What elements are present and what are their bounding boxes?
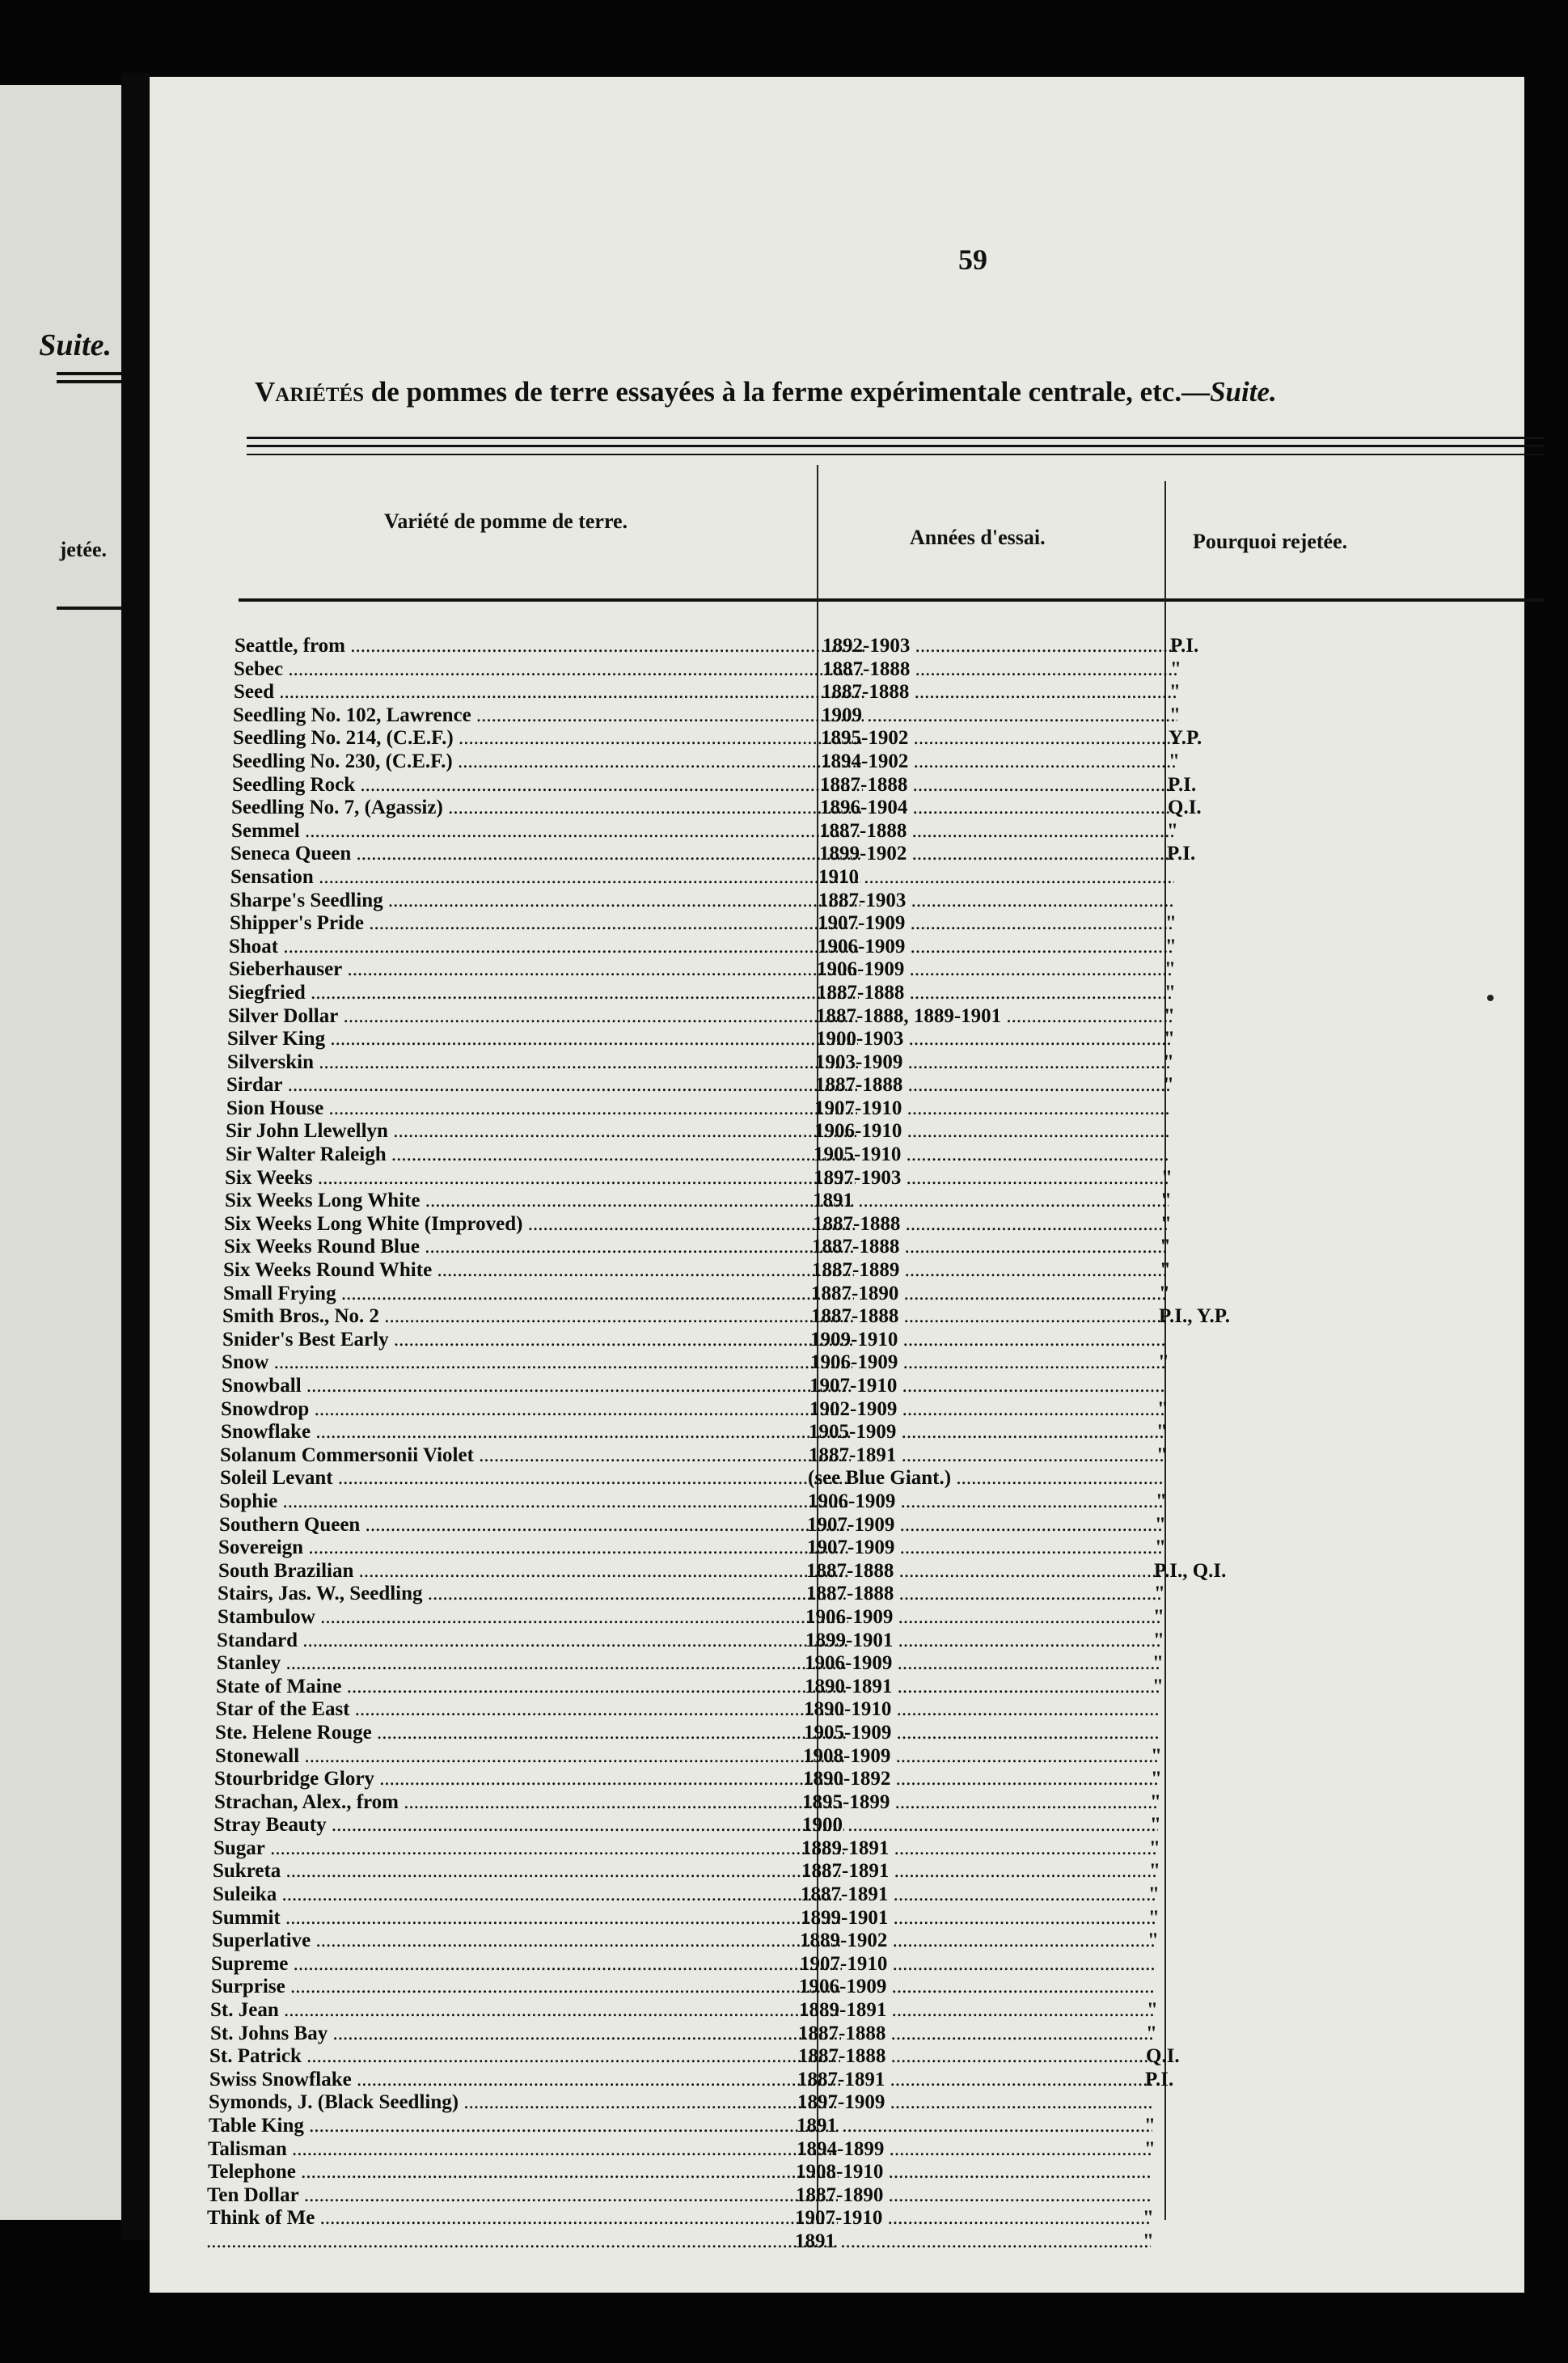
table-row: [150, 1236, 1524, 1259]
header-rule: [239, 598, 1545, 602]
rejection-reason: ": [1158, 1351, 1169, 1374]
variety-name: Stonewall .....: [215, 1745, 846, 1769]
table-row: [150, 1630, 1524, 1653]
rejection-reason: ": [1169, 681, 1181, 704]
variety-name: Standard .....: [217, 1630, 847, 1653]
trial-years: 1887-1891 .....: [797, 2069, 1153, 2092]
trial-years: 1900-1903 .....: [816, 1028, 1172, 1051]
rejection-reason: ": [1164, 1028, 1175, 1050]
variety-name: Summit .....: [212, 1907, 843, 1930]
variety-name: Sir Walter Raleigh .....: [226, 1143, 856, 1167]
variety-name: Shoat .....: [229, 936, 860, 959]
trial-years: 1887-1888 .....: [806, 1583, 1162, 1606]
variety-name: St. Patrick .....: [209, 2045, 840, 2069]
table-row: [150, 1606, 1524, 1630]
variety-name: Sion House .....: [226, 1097, 857, 1121]
trial-years: 1907-1909 .....: [807, 1514, 1163, 1537]
trial-years: 1906-1909 .....: [805, 1652, 1160, 1676]
trial-years: 1887-1890 .....: [811, 1283, 1167, 1306]
table-row: [150, 1421, 1524, 1444]
table-row: [150, 2045, 1524, 2069]
variety-name: [206, 2230, 837, 2254]
rejection-reason: ": [1149, 1837, 1160, 1859]
variety-name: Sovereign .....: [218, 1537, 849, 1560]
trial-years: 1907-1910 .....: [795, 2207, 1151, 2230]
rejection-reason: ": [1143, 2230, 1154, 2252]
trial-years: 1906-1909 .....: [817, 958, 1173, 982]
table-row: [150, 1213, 1524, 1236]
trial-years: 1907-1910 .....: [800, 1953, 1156, 1976]
table-row: [150, 958, 1524, 982]
variety-name: Seedling No. 230, (C.E.F.) .....: [232, 750, 863, 774]
trial-years: 1887-1889 .....: [812, 1259, 1168, 1283]
trial-years: 1908-1910 .....: [796, 2161, 1152, 2184]
table-row: [150, 658, 1524, 682]
rejection-reason: P.I., Q.I.: [1154, 1559, 1227, 1582]
trial-years: 1894-1899 .....: [797, 2138, 1152, 2162]
variety-name: Seedling No. 102, Lawrence .....: [233, 704, 864, 728]
rejection-reason: ": [1151, 1768, 1162, 1790]
rejection-reason: ": [1154, 1583, 1165, 1605]
variety-name: Seed .....: [234, 681, 864, 704]
rejection-reason: ": [1164, 1004, 1175, 1027]
facing-page-rule: [57, 380, 121, 383]
trial-years: 1897-1903 .....: [814, 1167, 1169, 1190]
table-row: [150, 1051, 1524, 1075]
rejection-reason: P.I.: [1170, 635, 1199, 657]
table-row: [150, 1999, 1524, 2023]
rejection-reason: Y.P.: [1169, 727, 1202, 750]
rejection-reason: ": [1160, 1212, 1172, 1235]
variety-name: Surprise .....: [211, 1976, 842, 1999]
trial-years: 1887-1888 .....: [819, 820, 1175, 843]
variety-name: Small Frying .....: [223, 1283, 854, 1306]
rejection-reason: ": [1153, 1605, 1164, 1628]
table-row: [150, 1883, 1524, 1907]
rejection-reason: ": [1164, 958, 1176, 981]
rejection-reason: ": [1150, 1790, 1161, 1813]
trial-years: 1906-1909 .....: [808, 1490, 1164, 1514]
variety-name: Snowball .....: [222, 1375, 852, 1398]
rejection-reason: ": [1156, 1444, 1168, 1466]
rejection-reason: ": [1150, 1814, 1161, 1837]
facing-page-rule: [57, 607, 121, 610]
variety-name: Swiss Snowflake .....: [209, 2069, 840, 2092]
column-header-reason: Pourquoi rejetée.: [1193, 530, 1348, 553]
table-row: [150, 1305, 1524, 1329]
rejection-reason: ": [1147, 1999, 1158, 2022]
rejection-reason: ": [1159, 1282, 1170, 1304]
table-row: [150, 1167, 1524, 1190]
variety-name: Snowflake .....: [221, 1421, 852, 1444]
trial-years: 1899-1901 .....: [805, 1630, 1161, 1653]
table-row: [150, 1745, 1524, 1769]
variety-name: Six Weeks .....: [225, 1167, 856, 1190]
table-row: [150, 912, 1524, 936]
variety-name: Talisman .....: [208, 2138, 839, 2162]
trial-years: 1905-1910 .....: [814, 1143, 1169, 1167]
table-row: [150, 2230, 1524, 2254]
trial-years: 1894-1902 .....: [821, 750, 1177, 774]
title-rule: [247, 437, 1545, 439]
trial-years: 1899-1902 .....: [819, 843, 1175, 866]
table-row: [150, 727, 1524, 750]
table-row: [150, 1097, 1524, 1121]
facing-page-suite-label: Suite.: [39, 328, 112, 362]
rejection-reason: ": [1148, 1883, 1160, 1906]
trial-years: 1887-1888 .....: [820, 774, 1176, 797]
table-row: [150, 2115, 1524, 2138]
variety-name: Southern Queen .....: [219, 1514, 850, 1537]
table-row: [150, 1652, 1524, 1676]
rejection-reason: ": [1149, 1860, 1160, 1883]
variety-name: Six Weeks Round Blue .....: [224, 1236, 855, 1259]
rejection-reason: ": [1156, 1421, 1168, 1444]
rejection-reason: ": [1144, 2115, 1156, 2137]
rejection-reason: ": [1153, 1629, 1164, 1651]
trial-years: 1896-1904 .....: [820, 797, 1176, 820]
table-row: [150, 1560, 1524, 1583]
trial-years: 1887-1888 .....: [822, 681, 1177, 704]
variety-name: Snow .....: [222, 1351, 852, 1375]
trial-years: 1891 .....: [813, 1190, 1169, 1213]
variety-name: Soleil Levant .....: [220, 1467, 851, 1490]
trial-years: (see Blue Giant.) .....: [808, 1467, 1164, 1490]
trial-years: 1909-1910 .....: [810, 1329, 1166, 1352]
variety-name: Sir John Llewellyn .....: [226, 1120, 856, 1143]
variety-name: Ste. Helene Rouge .....: [215, 1722, 846, 1745]
variety-name: Seattle, from .....: [235, 635, 865, 658]
variety-name: Seedling No. 7, (Agassiz) .....: [231, 797, 862, 820]
trial-years: 1906-1909 .....: [799, 1976, 1155, 1999]
table-row: [150, 750, 1524, 774]
table-row: [150, 843, 1524, 866]
variety-name: Shipper's Pride .....: [230, 912, 860, 936]
rejection-reason: ": [1160, 1236, 1171, 1258]
table-row: [150, 1930, 1524, 1953]
trial-years: 1887-1891 .....: [801, 1883, 1156, 1907]
table-row: [150, 890, 1524, 913]
variety-name: Stambulow .....: [218, 1606, 848, 1630]
trial-years: 1891 .....: [795, 2230, 1151, 2254]
variety-name: Seedling Rock .....: [232, 774, 863, 797]
variety-name: Superlative .....: [212, 1930, 843, 1953]
trial-years: 1887-1903 .....: [818, 890, 1174, 913]
rejection-reason: ": [1170, 657, 1181, 680]
trial-years: 1887-1891 .....: [809, 1444, 1164, 1468]
facing-page-column-label: jetée.: [59, 538, 107, 561]
table-row: [150, 1583, 1524, 1606]
trial-years: 1890-1891 .....: [805, 1676, 1160, 1699]
table-row: [150, 1283, 1524, 1306]
rejection-reason: ": [1157, 1397, 1169, 1420]
title-suite: Suite.: [1210, 376, 1277, 408]
variety-name: Sharpe's Seedling .....: [230, 890, 860, 913]
variety-name: St. Jean .....: [210, 1999, 841, 2023]
table-row: [150, 1467, 1524, 1490]
trial-years: 1887-1888, 1889-1901 .....: [816, 1005, 1172, 1029]
trial-years: 1907-1909 .....: [807, 1537, 1163, 1560]
trial-years: 1889-1891 .....: [801, 1837, 1157, 1861]
rejection-reason: ": [1152, 1675, 1164, 1697]
table-row: [150, 1976, 1524, 1999]
table-row: [150, 1698, 1524, 1722]
table-row: [150, 1514, 1524, 1537]
rejection-reason: ": [1148, 1906, 1160, 1929]
table-row: [150, 2207, 1524, 2230]
title-rule: [247, 454, 1545, 455]
rejection-reason: P.I.: [1167, 843, 1196, 865]
table-row: [150, 2161, 1524, 2184]
trial-years: 1906-1910 .....: [814, 1120, 1170, 1143]
rejection-reason: ": [1165, 912, 1177, 935]
table-row: [150, 1120, 1524, 1143]
rejection-reason: ": [1167, 819, 1178, 842]
table-row: [150, 774, 1524, 797]
variety-name: St. Johns Bay .....: [210, 2023, 841, 2046]
table-row: [150, 704, 1524, 728]
variety-name: Siegfried .....: [228, 982, 859, 1005]
rejection-reason: ": [1163, 1074, 1174, 1097]
rejection-reason: ": [1156, 1490, 1167, 1512]
variety-name: Stourbridge Glory .....: [214, 1768, 845, 1791]
trial-years: 1895-1902 .....: [821, 727, 1177, 750]
trial-years: 1887-1888 .....: [811, 1305, 1167, 1329]
variety-name: Supreme .....: [211, 1953, 842, 1976]
table-row: [150, 635, 1524, 658]
table-row: [150, 1768, 1524, 1791]
table-row: [150, 982, 1524, 1005]
table-row: [150, 1907, 1524, 1930]
trial-years: 1895-1899 .....: [802, 1791, 1158, 1815]
trial-years: 1887-1888 .....: [806, 1560, 1162, 1583]
rejection-reason: ": [1147, 1930, 1159, 1952]
rejection-reason: ": [1160, 1190, 1172, 1212]
trial-years: 1887-1891 .....: [801, 1860, 1157, 1883]
rejection-reason: ": [1160, 1259, 1171, 1282]
page-number: 59: [958, 243, 987, 276]
table-row: [150, 1537, 1524, 1560]
trial-years: 1887-1890 .....: [796, 2184, 1152, 2208]
table-row: [150, 2138, 1524, 2162]
table-row: [150, 2184, 1524, 2208]
table-row: [150, 1074, 1524, 1097]
trial-years: 1890-1910 .....: [804, 1698, 1160, 1722]
rejection-reason: ": [1152, 1652, 1164, 1675]
variety-name: Snider's Best Early .....: [222, 1329, 853, 1352]
title-lead: Variétés: [255, 376, 365, 408]
table-row: [150, 866, 1524, 890]
variety-name: Solanum Commersonii Violet .....: [220, 1444, 851, 1468]
variety-name: Think of Me .....: [207, 2207, 838, 2230]
variety-name: Sukreta .....: [213, 1860, 843, 1883]
trial-years: 1889-1902 .....: [800, 1930, 1156, 1953]
trial-years: 1890-1892 .....: [803, 1768, 1159, 1791]
table-row: [150, 1722, 1524, 1745]
variety-table: [150, 635, 1524, 2254]
rejection-reason: ": [1144, 2137, 1156, 2160]
speck-mark: [1487, 995, 1494, 1001]
table-row: [150, 2069, 1524, 2092]
variety-name: Ten Dollar .....: [207, 2184, 838, 2208]
trial-years: 1905-1909 .....: [809, 1421, 1164, 1444]
table-row: [150, 1028, 1524, 1051]
variety-name: Six Weeks Long White .....: [225, 1190, 856, 1213]
table-row: [150, 1814, 1524, 1837]
variety-name: Sugar .....: [213, 1837, 844, 1861]
table-row: [150, 797, 1524, 820]
rejection-reason: ": [1163, 1050, 1174, 1073]
trial-years: 1907-1910 .....: [814, 1097, 1170, 1121]
rejection-reason: ": [1151, 1744, 1162, 1767]
trial-years: 1910 .....: [818, 866, 1174, 890]
variety-name: Seedling No. 214, (C.E.F.) .....: [233, 727, 864, 750]
page-gutter: [121, 73, 150, 2240]
column-header-variety: Variété de pomme de terre.: [384, 509, 628, 533]
table-row: [150, 1791, 1524, 1815]
variety-name: Stray Beauty .....: [213, 1814, 844, 1837]
rejection-reason: ": [1155, 1537, 1166, 1559]
variety-name: Seneca Queen .....: [230, 843, 861, 866]
table-row: [150, 1837, 1524, 1861]
trial-years: 1906-1909 .....: [805, 1606, 1161, 1630]
title-text: de pommes de terre essayées à la ferme expérimentale centrale, etc.—: [364, 376, 1211, 408]
rejection-reason: P.I., Y.P.: [1159, 1305, 1231, 1328]
trial-years: 1899-1901 .....: [801, 1907, 1156, 1930]
trial-years: 1889-1891 .....: [799, 1999, 1155, 2023]
variety-name: Silver Dollar .....: [228, 1005, 859, 1029]
table-row: [150, 936, 1524, 959]
table-row: [150, 1259, 1524, 1283]
variety-name: Sieberhauser .....: [229, 958, 860, 982]
table-row: [150, 1676, 1524, 1699]
table-row: [150, 1444, 1524, 1468]
trial-years: 1908-1909 .....: [803, 1745, 1159, 1769]
variety-name: Stairs, Jas. W., Seedling .....: [218, 1583, 848, 1606]
rejection-reason: ": [1169, 704, 1181, 726]
trial-years: 1897-1909 .....: [797, 2091, 1153, 2115]
table-row: [150, 1143, 1524, 1167]
trial-years: 1906-1909 .....: [818, 936, 1173, 959]
variety-name: State of Maine .....: [216, 1676, 847, 1699]
rejection-reason: Q.I.: [1168, 797, 1202, 819]
variety-name: Six Weeks Long White (Improved) .....: [224, 1213, 855, 1236]
rejection-reason: ": [1146, 2022, 1157, 2044]
variety-name: Stanley .....: [217, 1652, 847, 1676]
variety-name: Smith Bros., No. 2 .....: [222, 1305, 853, 1329]
trial-years: 1892-1903 .....: [822, 635, 1178, 658]
variety-name: Sirdar .....: [226, 1074, 857, 1097]
title-rule: [247, 445, 1545, 447]
rejection-reason: P.I.: [1168, 773, 1197, 796]
variety-name: Symonds, J. (Black Seedling) .....: [209, 2091, 839, 2115]
rejection-reason: ": [1161, 1166, 1173, 1189]
variety-name: Silverskin .....: [227, 1051, 858, 1075]
table-row: [150, 2091, 1524, 2115]
trial-years: 1905-1909 .....: [804, 1722, 1160, 1745]
table-row: [150, 1490, 1524, 1514]
trial-years: 1891 .....: [797, 2115, 1152, 2138]
rejection-reason: Q.I.: [1146, 2045, 1180, 2068]
rejection-reason: ": [1155, 1513, 1166, 1536]
table-row: [150, 1190, 1524, 1213]
table-row: [150, 1351, 1524, 1375]
trial-years: 1887-1888 .....: [798, 2023, 1154, 2046]
rejection-reason: ": [1169, 750, 1180, 772]
trial-years: 1887-1888 .....: [822, 658, 1178, 682]
rejection-reason: ": [1165, 935, 1177, 957]
variety-name: Sophie .....: [219, 1490, 850, 1514]
table-row: [150, 1860, 1524, 1883]
rejection-reason: ": [1164, 981, 1176, 1004]
table-row: [150, 2023, 1524, 2046]
rejection-reason: ": [1143, 2207, 1154, 2230]
variety-name: Six Weeks Round White .....: [223, 1259, 854, 1283]
variety-name: Table King .....: [209, 2115, 839, 2138]
trial-years: 1887-1888 .....: [813, 1213, 1169, 1236]
variety-name: South Brazilian .....: [218, 1560, 849, 1583]
column-header-years: Années d'essai.: [910, 526, 1046, 549]
table-row: [150, 1329, 1524, 1352]
trial-years: 1907-1910 .....: [809, 1375, 1165, 1398]
variety-name: Strachan, Alex., from .....: [214, 1791, 845, 1815]
facing-page-rule: [57, 372, 121, 375]
table-row: [150, 681, 1524, 704]
variety-name: Snowdrop .....: [221, 1398, 852, 1422]
variety-name: Sensation .....: [230, 866, 861, 890]
trial-years: 1902-1909 .....: [809, 1398, 1165, 1422]
table-row: [150, 1953, 1524, 1976]
trial-years: 1906-1909 .....: [810, 1351, 1166, 1375]
variety-name: Silver King .....: [227, 1028, 858, 1051]
facing-page-edge: [0, 85, 121, 2220]
trial-years: 1903-1909 .....: [815, 1051, 1171, 1075]
variety-name: Suleika .....: [213, 1883, 843, 1907]
variety-name: Star of the East .....: [216, 1698, 847, 1722]
rejection-reason: P.I.: [1145, 2068, 1174, 2090]
trial-years: 1887-1888 .....: [798, 2045, 1154, 2069]
variety-name: Semmel .....: [231, 820, 862, 843]
table-row: [150, 1398, 1524, 1422]
document-page: [150, 77, 1524, 2293]
variety-name: Sebec .....: [234, 658, 864, 682]
table-title: [255, 376, 1549, 408]
trial-years: 1887-1888 .....: [812, 1236, 1168, 1259]
table-row: [150, 1375, 1524, 1398]
trial-years: 1900 .....: [802, 1814, 1158, 1837]
table-row: [150, 1005, 1524, 1029]
variety-name: Telephone .....: [208, 2161, 839, 2184]
trial-years: 1887-1888 .....: [815, 1074, 1171, 1097]
trial-years: 1907-1909 .....: [818, 912, 1173, 936]
table-row: [150, 820, 1524, 843]
trial-years: 1887-1888 .....: [817, 982, 1173, 1005]
trial-years: 1909 .....: [822, 704, 1177, 728]
